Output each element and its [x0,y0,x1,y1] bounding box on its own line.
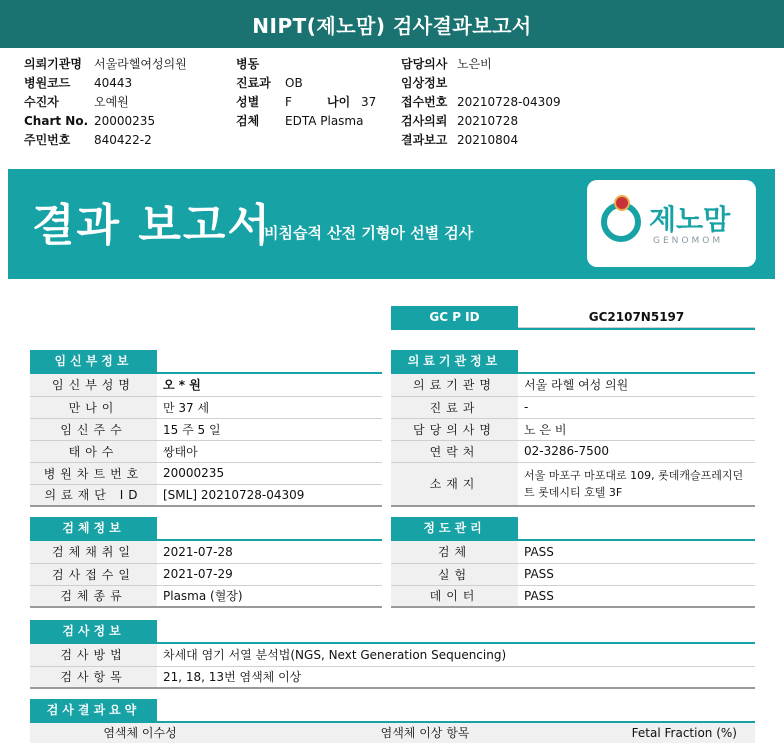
row-label: 검사접수일 [30,563,157,585]
row-value: 2021-07-28 [157,541,382,563]
summary-column-headers [30,723,755,743]
report-title-bar [0,0,784,48]
row-value: 20000235 [157,462,382,484]
table-row [391,462,755,506]
section-heading: 검체정보 [30,517,157,539]
header-value: 20210804 [457,133,519,147]
row-label: 검체채취일 [30,541,157,563]
header-label: 검사의뢰 [401,114,448,128]
table-row [30,418,382,440]
table-row [30,440,382,462]
table-row [391,418,755,440]
genomom-logo [587,180,756,267]
logo-seal-icon [614,195,630,211]
table-row [30,396,382,418]
banner-subtitle: 비침습적 산전 기형아 선별 검사 [264,224,474,242]
table-row [391,563,755,585]
test-info-section [30,620,755,689]
gcp-id-row [391,306,755,328]
row-value: 15 주 5 일 [157,418,382,440]
header-label: 주민번호 [24,133,71,147]
specimen-info-section [30,517,382,608]
specimen-info-table [30,541,382,608]
row-label: 임신부성명 [30,374,157,396]
header-label: 병원코드 [24,76,71,90]
row-value: 쌍태아 [157,440,382,462]
header-label: 진료과 [236,76,271,90]
row-label: 연락처 [391,440,518,462]
header-label: 담당의사 [401,57,448,71]
row-value: 21, 18, 13번 염색체 이상 [157,666,755,688]
row-label: 진료과 [391,396,518,418]
row-value: 만 37 세 [157,396,382,418]
row-label: 담당의사명 [391,418,518,440]
table-row [391,440,755,462]
section-heading: 검사정보 [30,620,157,642]
table-row [30,585,382,607]
header-value: 서울라헬여성의원 [94,57,187,71]
section-heading: 임신부정보 [30,350,157,372]
summary-heading: 검사결과요약 [30,699,157,721]
logo-name: 제노맘 [649,203,731,236]
row-label: 병원차트번호 [30,462,157,484]
header-value: 20210728-04309 [457,95,561,109]
summary-col-fetal-fraction: Fetal Fraction (%) [631,726,737,740]
gcp-id-label: GC P ID [391,306,518,328]
header-label: 성별 [236,95,260,109]
table-row [30,666,755,688]
header-value: 840422-2 [94,133,152,147]
header-label: 결과보고 [401,133,448,147]
table-row [30,563,382,585]
header-value: F [285,95,292,109]
row-value: PASS [518,585,755,607]
row-value: 서울 라헬 여성 의원 [518,374,755,396]
pregnant-info-table [30,374,382,507]
section-heading: 정도관리 [391,517,518,539]
result-banner [8,169,775,279]
table-row [391,541,755,563]
header-value: 20000235 [94,114,156,128]
row-label: 태아수 [30,440,157,462]
row-value: 노 은 비 [518,418,755,440]
row-value: - [518,396,755,418]
table-row [391,396,755,418]
institution-info-section [391,350,755,507]
summary-col-aneuploidy: 염색체 이수성 [103,726,177,740]
section-heading: 의료기관정보 [391,350,518,372]
row-label: 검체종류 [30,585,157,607]
row-label: 검사방법 [30,644,157,666]
report-title: NIPT(제노맘) 검사결과보고서 [252,13,532,38]
gcp-id-underline [391,328,755,330]
header-value: 노은비 [457,57,492,71]
row-value: 02-3286-7500 [518,440,755,462]
header-patient-info [24,55,187,150]
row-label: 검체 [391,541,518,563]
logo-english-name: GENOMOM [653,236,724,246]
header-value: EDTA Plasma [285,114,364,128]
qc-table [391,541,755,608]
gcp-id-value: GC2107N5197 [518,306,755,328]
row-value: Plasma (혈장) [157,585,382,607]
header-label: 접수번호 [401,95,448,109]
row-label: 임신주수 [30,418,157,440]
row-label: 소재지 [391,462,518,506]
row-value: [SML] 20210728-04309 [157,484,382,506]
institution-info-table [391,374,755,507]
header-value: 20210728 [457,114,519,128]
header-label: 의뢰기관명 [24,57,82,71]
row-label: 검사항목 [30,666,157,688]
row-value: 서울 마포구 마포대로 109, 롯데캐슬프레지던트 롯데시티 호텔 3F [518,462,755,506]
row-label: 의료기관명 [391,374,518,396]
row-value: 차세대 염기 서열 분석법(NGS, Next Generation Sequencing) [157,644,755,666]
header-clinic-info [236,55,376,131]
pregnant-info-section [30,350,382,507]
summary-col-abnormal-items: 염색체 이상 항목 [380,726,470,740]
header-label: 나이 [327,95,351,109]
banner-title: 결과 보고서 [32,200,272,251]
row-label: 의료재단 ID [30,484,157,506]
table-row [30,374,382,396]
header-report-info [401,55,561,150]
table-row [391,585,755,607]
table-row [391,374,755,396]
table-row [30,484,382,506]
table-row [30,541,382,563]
header-label: Chart No. [24,114,89,128]
row-value: 오 * 원 [157,374,382,396]
table-row [30,462,382,484]
header-value: 40443 [94,76,133,90]
header-label: 임상정보 [401,76,448,90]
header-label: 병동 [236,57,260,71]
row-label: 실험 [391,563,518,585]
row-label: 만나이 [30,396,157,418]
header-value: OB [285,76,303,90]
header-value: 오예원 [94,95,129,109]
qc-section [391,517,755,608]
row-value: 2021-07-29 [157,563,382,585]
row-value: PASS [518,541,755,563]
table-row [30,644,755,666]
test-info-table [30,644,755,689]
header-label: 수진자 [24,95,59,109]
row-value: PASS [518,563,755,585]
header-label: 검체 [236,114,260,128]
row-label: 데이터 [391,585,518,607]
header-value: 37 [361,95,377,109]
